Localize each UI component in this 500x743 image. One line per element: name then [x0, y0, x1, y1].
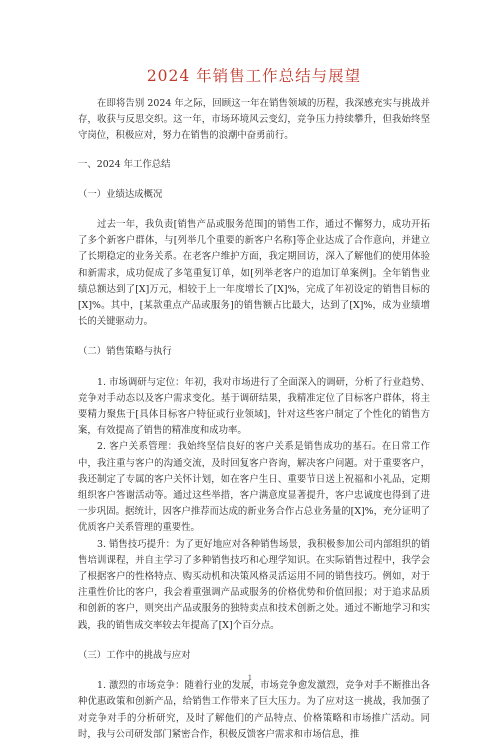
performance-paragraph: 过去一年，我负责[销售产品或服务范围]的销售工作，通过不懈努力，成功开拓了多个新客户群体，与[列举几个重要的新客户名称]等企业达成了合作意向，并建立了长期稳定的业务关系。在老客户维护方面，我定期回访，深入了解他们的使用体验和新需求，成功促成了多笔重复订单，如[列举老客户的追加订单案例]。全年销售业绩总额达到了[X]万元，相较于上一年度增长了[X]%，完成了年初设定的销售目标的[X]%。其中，[某款重点产品或服务]的销售额占比最大，达到了[X]%，成为业绩增长的关键驱动力。	[78, 219, 430, 328]
document-title: 2024 年销售工作总结与展望	[146, 67, 362, 85]
strategy-paragraph-crm: 2. 客户关系管理：我始终坚信良好的客户关系是销售成功的基石。在日常工作中，我注重与客户的沟通交流，及时回复客户咨询，解决客户问题。对于重要客户，我还制定了专属的客户关怀计划，如在客户生日、重要节日送上祝福和小礼品，定期组织客户答谢活动等。通过这些举措，客户满意度显著提升，客户忠诚度也得到了进一步巩固。据统计，因客户推荐而达成的新业务合作占总业务量的[X]%，充分证明了优质客户关系管理的重要性。	[78, 441, 430, 534]
subsection-heading-challenges: （三）工作中的挑战与应对	[78, 649, 191, 661]
intro-paragraph: 在即将告别 2024 年之际，回顾这一年在销售领域的历程，我深感充实与挑战并存，收获与反思交织。这一年，市场环境风云变幻，竞争压力持续攀升，但我始终坚守岗位，积极应对，努力在销售的浪潮中奋勇前行。	[78, 98, 430, 142]
subsection-heading-strategy: （二）销售策略与执行	[78, 346, 172, 358]
page-number: 1	[247, 674, 253, 682]
strategy-paragraph-skills: 3. 销售技巧提升：为了更好地应对各种销售场景，我积极参加公司内部组织的销售培训课程，并自主学习了多种销售技巧和心理学知识。在实际销售过程中，我学会了根据客户的性格特点、购买动机和决策风格灵活运用不同的销售技巧。例如，对于注重性价比的客户，我会着重强调产品或服务的价格优势和价值回报；对于追求品质和创新的客户，则突出产品或服务的独特卖点和技术创新之处。通过不断地学习和实践，我的销售成交率较去年提高了[X]个百分点。	[78, 538, 430, 631]
subsection-heading-performance: （一）业绩达成概况	[78, 188, 163, 200]
challenges-paragraph-competition: 1. 激烈的市场竞争：随着行业的发展，市场竞争愈发激烈，竞争对手不断推出各种优惠政策和创新产品，给销售工作带来了巨大压力。为了应对这一挑战，我加强了对竞争对手的分析研究，及时了解他们的产品特点、价格策略和市场推广活动。同时，我与公司研发部门紧密合作，积极反馈客户需求和市场信息，推	[78, 680, 430, 740]
strategy-paragraph-research: 1. 市场调研与定位：年初，我对市场进行了全面深入的调研，分析了行业趋势、竞争对手动态以及客户需求变化。基于调研结果，我精准定位了目标客户群体，将主要精力聚焦于[具体目标客户特征或行业领域]，针对这些客户制定了个性化的销售方案，有效提高了销售的精准度和成功率。	[78, 376, 430, 437]
section-heading-summary: 一、2024 年工作总结	[78, 158, 171, 170]
